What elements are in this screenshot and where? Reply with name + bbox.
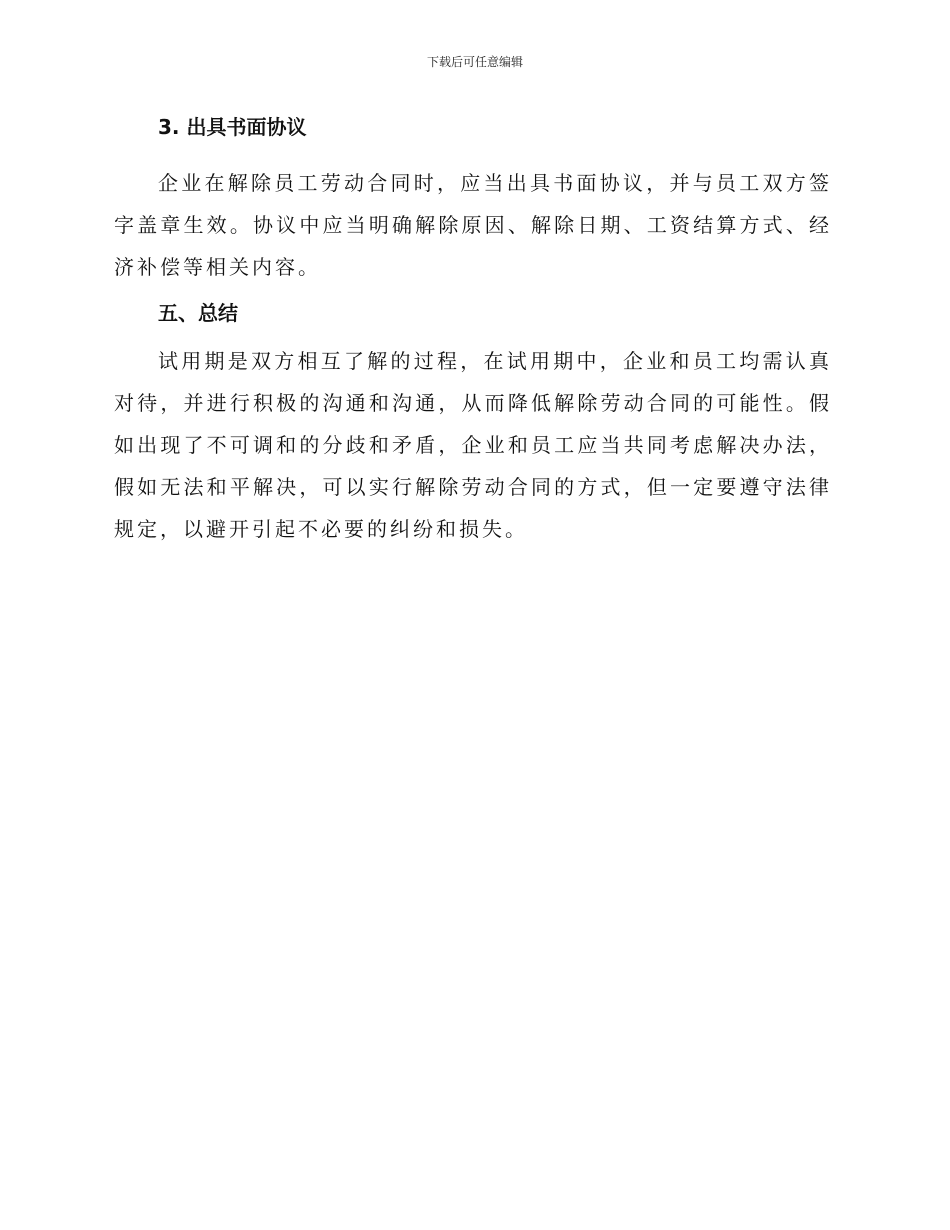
page-header: 下载后可任意编辑 [426, 55, 523, 69]
section-heading-summary: 五、总结 [158, 301, 238, 325]
section-paragraph-summary: 试用期是双方相互了解的过程，在试用期中，企业和员工均需认真对待，并进行积极的沟通和沟通，从而降低解除劳动合同的可能性。假如出现了不可调和的分歧和矛盾，企业和员工应当共同考虑解决办法，假如无法和平解决，可以实行解除劳动合同的方式，但一定要遵守法律规定，以避开引起不必要的纠纷和损失。 [114, 349, 832, 541]
document-body [114, 110, 832, 550]
section-heading-agreement: 3. 出具书面协议 [158, 115, 307, 139]
section-paragraph-agreement: 企业在解除员工劳动合同时，应当出具书面协议，并与员工双方签字盖章生效。协议中应当明确解除原因、解除日期、工资结算方式、经济补偿等相关内容。 [114, 171, 832, 279]
